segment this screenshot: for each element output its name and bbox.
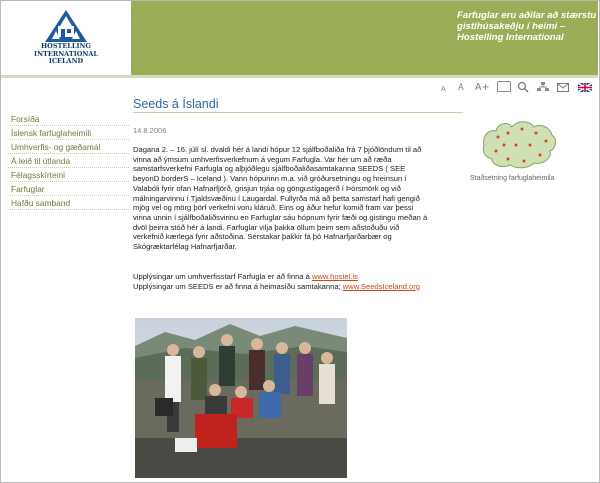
info-links xyxy=(133,272,433,291)
uk-flag-icon[interactable] xyxy=(578,83,592,92)
logo-line-1: HOSTELLING xyxy=(41,42,91,50)
font-size-large-button[interactable]: A+ xyxy=(475,82,490,93)
logo-text xyxy=(1,43,131,66)
volunteer-group-photo xyxy=(135,318,347,478)
left-nav xyxy=(8,114,129,212)
title-divider xyxy=(133,112,463,113)
page-title: Seeds á Íslandi xyxy=(133,97,219,111)
mail-icon[interactable] xyxy=(557,83,569,92)
sitemap-icon[interactable] xyxy=(537,82,549,92)
hostel-logo-icon xyxy=(44,9,88,43)
logo[interactable] xyxy=(1,1,131,75)
info-line-seeds xyxy=(133,282,433,292)
map-caption[interactable]: Staðsetning farfuglaheimila xyxy=(470,175,555,182)
logo-line-3: ICELAND xyxy=(48,57,84,65)
hostel-link[interactable]: www.hostel.is xyxy=(311,272,358,281)
article-body: Dagana 2. – 16. júlí sl. dvaldi hér á landi hópur 12 sjálfboðaliða frá 7 þjóðlöndum til að vinna að ýmsum umhverfisverkefnum á vegum Farfugla. Var hér um að ræða samstarfsverkefni Farfugla og alþjóðlegu sjálfboðaliðasamtakanna SEEDS ( SEE beyonD borderS – Iceland ). Vann hópurinn m.a. við gróðursetningu og hreinsun í Valabóli fyrir ofan Hafnarfjörð, grisjun trjáa og göngustígagerð í Þórsmörk og við málningarvinnu í Tjaldsvæðinu í Laugardal. Fullyrða má að þetta samstarf hafi gengið mjög vel og mörg þörf verkefni voru kláruð. Eins og áður hefur komið fram var þessi vinna unnin í sjálfboðaliðsvinnu en Farfuglar sáu hópnum fyrir fæði og gistingu meðan á dvöl þeirra stóð hér á landi. Farfuglar vilja þakka öllum þeim sem aðstoðuðu við verkefnið kærlega fyrir aðstoðina. Sérstakar þakkir fá þó Hafnarfjarðarbær og Skógræktarfélag Hafnarfjarðar. xyxy=(133,145,428,252)
info-text-seeds: Upplýsingar um SEEDS er að finna á heimasíðu samtakanna; xyxy=(133,281,343,291)
font-size-small-button[interactable]: A xyxy=(441,85,446,93)
nav-item-membership-card[interactable]: Félagsskírteini xyxy=(8,170,129,182)
article-date: 14.8.2006 xyxy=(133,126,167,135)
print-icon[interactable] xyxy=(497,81,511,92)
nav-item-travel-abroad[interactable]: Á leið til útlanda xyxy=(8,156,129,168)
seeds-link[interactable]: www.SeedsIceland.org xyxy=(342,281,421,291)
info-line-hostel xyxy=(133,272,433,282)
nav-item-farfuglar[interactable]: Farfuglar xyxy=(8,184,129,196)
search-icon[interactable] xyxy=(517,81,529,93)
nav-item-home[interactable]: Forsíða xyxy=(8,114,129,126)
font-size-medium-button[interactable]: A xyxy=(458,83,464,93)
nav-item-environment-quality[interactable]: Umhverfis- og gæðamál xyxy=(8,142,129,154)
info-text-hostel: Upplýsingar um umhverfisstarf Farfugla er að finna á xyxy=(133,272,312,281)
nav-item-contact[interactable]: Hafðu samband xyxy=(8,198,129,210)
header-subbar xyxy=(1,75,598,78)
logo-line-2: INTERNATIONAL xyxy=(34,49,98,58)
header-tagline: Farfuglar eru aðilar að stærstu gistihúsakeðju í heimi – Hostelling International xyxy=(457,10,597,43)
iceland-map-icon[interactable] xyxy=(478,115,558,173)
nav-item-icelandic-hostels[interactable]: Íslensk farfuglaheimili xyxy=(8,128,129,140)
